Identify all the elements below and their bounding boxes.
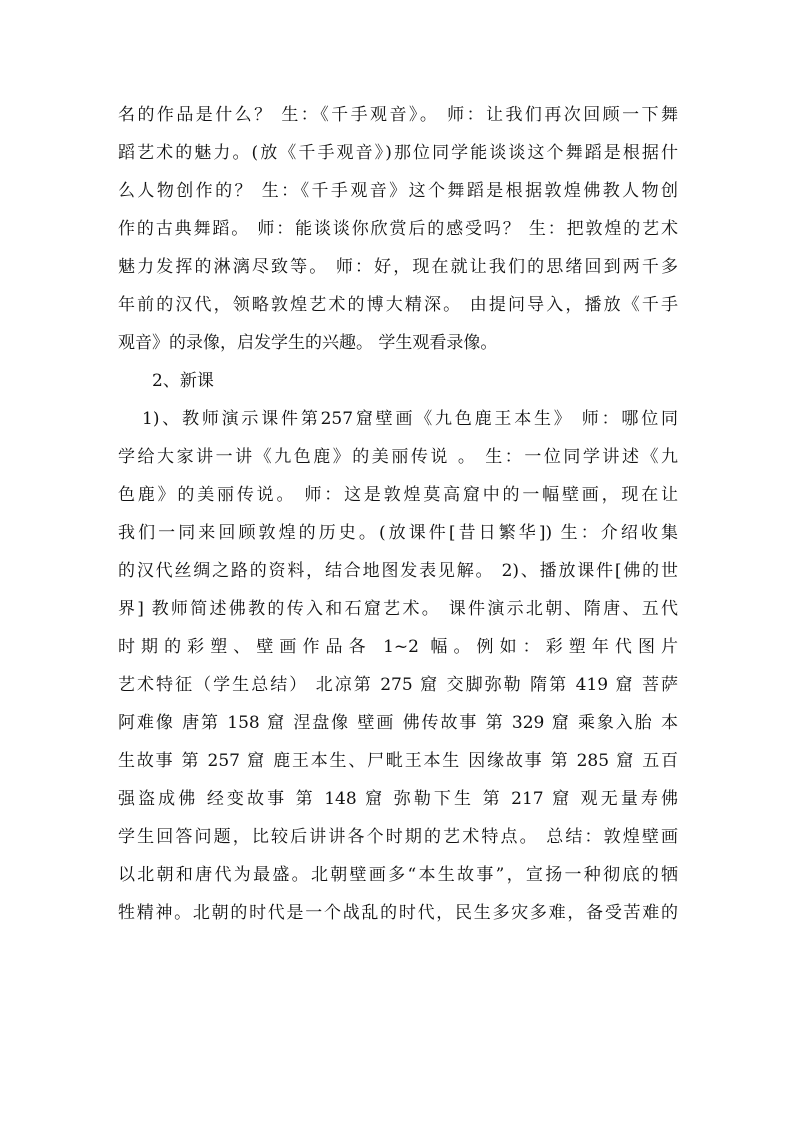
text-line: 学生回答问题，比较后讲讲各个时期的艺术特点。 总结：敦煌壁画 xyxy=(118,827,678,847)
text-line: 的汉代丝绸之路的资料，结合地图发表见解。 2)、播放课件[佛的世 xyxy=(118,561,678,581)
text-line: 界] 教师简述佛教的传入和石窟艺术。 课件演示北朝、隋唐、五代 xyxy=(118,599,678,619)
text-line: 牲精神。北朝的时代是一个战乱的时代，民生多灾多难，备受苦难的 xyxy=(118,903,678,923)
text-line: 我们一同来回顾敦煌的历史。(放课件[昔日繁华]) 生：介绍收集 xyxy=(118,523,678,543)
text-line: 艺术特征（学生总结） 北凉第 275 窟 交脚弥勒 隋第 419 窟 菩萨 xyxy=(118,675,678,695)
text-line: 年前的汉代，领略敦煌艺术的博大精深。 由提问导入，播放《千手 xyxy=(118,295,678,315)
text-line: 强盗成佛 经变故事 第 148 窟 弥勒下生 第 217 窟 观无量寿佛 xyxy=(118,789,678,809)
text-line: 魅力发挥的淋漓尽致等。 师：好，现在就让我们的思绪回到两千多 xyxy=(118,257,678,277)
text-line: 么人物创作的？ 生：《千手观音》这个舞蹈是根据敦煌佛教人物创 xyxy=(118,181,678,201)
text-line: 以北朝和唐代为最盛。北朝壁画多“本生故事”，宣扬一种彻底的牺 xyxy=(118,865,678,885)
text-line: 观音》的录像，启发学生的兴趣。 学生观看录像。 xyxy=(118,333,498,353)
text-line: 阿难像 唐第 158 窟 涅盘像 壁画 佛传故事 第 329 窟 乘象入胎 本 xyxy=(118,713,678,733)
text-line: 名的作品是什么？ 生：《千手观音》。 师：让我们再次回顾一下舞 xyxy=(118,105,678,125)
text-line: 作的古典舞蹈。 师：能谈谈你欣赏后的感受吗？ 生：把敦煌的艺术 xyxy=(118,219,678,239)
text-line: 色鹿》的美丽传说。 师：这是敦煌莫高窟中的一幅壁画，现在让 xyxy=(118,485,678,505)
text-line: 生故事 第 257 窟 鹿王本生、尸毗王本生 因缘故事 第 285 窟 五百 xyxy=(118,751,678,771)
text-line: 时期的彩塑、壁画作品各 1~2 幅。例如：彩塑年代图片 xyxy=(118,637,678,657)
text-line: 学给大家讲一讲《九色鹿》的美丽传说 。 生：一位同学讲述《九 xyxy=(118,447,678,467)
section-heading: 2、新课 xyxy=(152,371,214,391)
text-line: 1)、教师演示课件第257窟壁画《九色鹿王本生》 师：哪位同 xyxy=(142,409,678,429)
text-line: 蹈艺术的魅力。(放《千手观音》)那位同学能谈谈这个舞蹈是根据什 xyxy=(118,143,678,163)
document-body xyxy=(118,96,678,932)
